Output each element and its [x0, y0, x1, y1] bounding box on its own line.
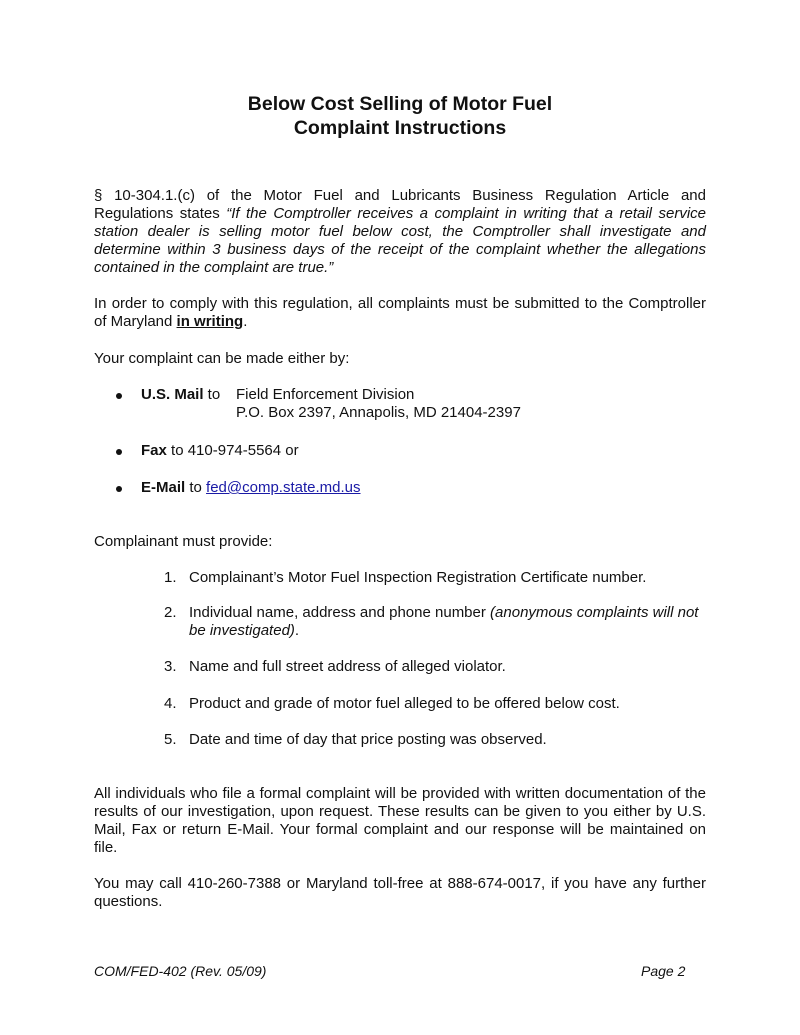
method-fax-connector: to 410-974-5564 or	[166, 442, 299, 459]
bullet-icon	[116, 449, 122, 455]
method-email-connector: to	[185, 479, 207, 496]
intro-lead: § 10-304.1.(c) of the Motor Fuel and Lubricants Business Regulation Article and Regulations states	[94, 187, 706, 222]
footer-form-id: COM/FED-402 (Rev. 05/09)	[94, 963, 267, 979]
compliance-emphasis: in writing	[176, 313, 244, 330]
method-fax-bold: Fax	[141, 442, 167, 459]
method-fax-label	[141, 442, 299, 460]
requirement-number: 4.	[164, 695, 177, 712]
compliance-paragraph	[94, 295, 706, 331]
method-email	[94, 479, 706, 497]
requirement-text: Complainant’s Motor Fuel Inspection Registration Certificate number.	[189, 569, 647, 586]
requirement-text: Name and full street address of alleged violator.	[189, 658, 506, 675]
intro-quote: “If the Comptroller receives a complaint in writing that a retail service station dealer is selling motor fuel below cost, the Comptroller shall investigate and determine within 3 business days of the receipt of the complaint whether the allegations contained in the complaint are true.”	[94, 205, 706, 276]
compliance-text: In order to comply with this regulation, all complaints must be submitted to the Comptroller of Maryland	[94, 295, 706, 330]
requirement-number: 1.	[164, 569, 177, 586]
bullet-icon	[116, 393, 122, 399]
method-fax	[94, 442, 706, 460]
footer-page-number: Page 2	[641, 963, 686, 979]
requirement-text: Product and grade of motor fuel alleged to be offered below cost.	[189, 695, 620, 712]
document-title-line1: Below Cost Selling of Motor Fuel	[247, 93, 553, 115]
requirement-text: Date and time of day that price posting was observed.	[189, 731, 547, 748]
document-title-line2: Complaint Instructions	[293, 117, 507, 139]
bullet-icon	[116, 486, 122, 492]
method-mail-bold: U.S. Mail	[141, 386, 204, 403]
compliance-end: .	[243, 313, 248, 330]
method-mail-label	[141, 386, 220, 404]
requirement-text	[189, 604, 709, 640]
requirement-number: 3.	[164, 658, 177, 675]
contact-paragraph: You may call 410-260-7388 or Maryland toll-free at 888-674-0017, if you have any further questions.	[94, 875, 706, 910]
method-email-label	[141, 479, 361, 497]
requirement-text-italic: (anonymous complaints will not be investigated)	[189, 604, 699, 639]
method-mail	[94, 386, 706, 426]
method-mail-connector: to	[203, 386, 221, 403]
requirement-text-end: .	[294, 622, 300, 639]
requirement-text-main: Individual name, address and phone number	[189, 604, 491, 621]
method-email-bold: E-Mail	[141, 479, 186, 496]
requirements-intro: Complainant must provide:	[94, 533, 273, 550]
intro-paragraph	[94, 187, 706, 277]
documentation-paragraph: All individuals who file a formal complaint will be provided with written documentation of the results of our investigation, upon request. These results can be given to you either by U.S. Mail, Fax or return E-Mail. Your formal complaint and our response will be maintained on file.	[94, 785, 706, 856]
requirement-number: 2.	[164, 604, 177, 621]
methods-intro: Your complaint can be made either by:	[94, 350, 350, 367]
email-link[interactable]: fed@comp.state.md.us	[206, 479, 361, 496]
mail-address-line2: P.O. Box 2397, Annapolis, MD 21404-2397	[236, 404, 521, 421]
requirement-number: 5.	[164, 731, 177, 748]
mail-address-line1: Field Enforcement Division	[236, 386, 415, 403]
